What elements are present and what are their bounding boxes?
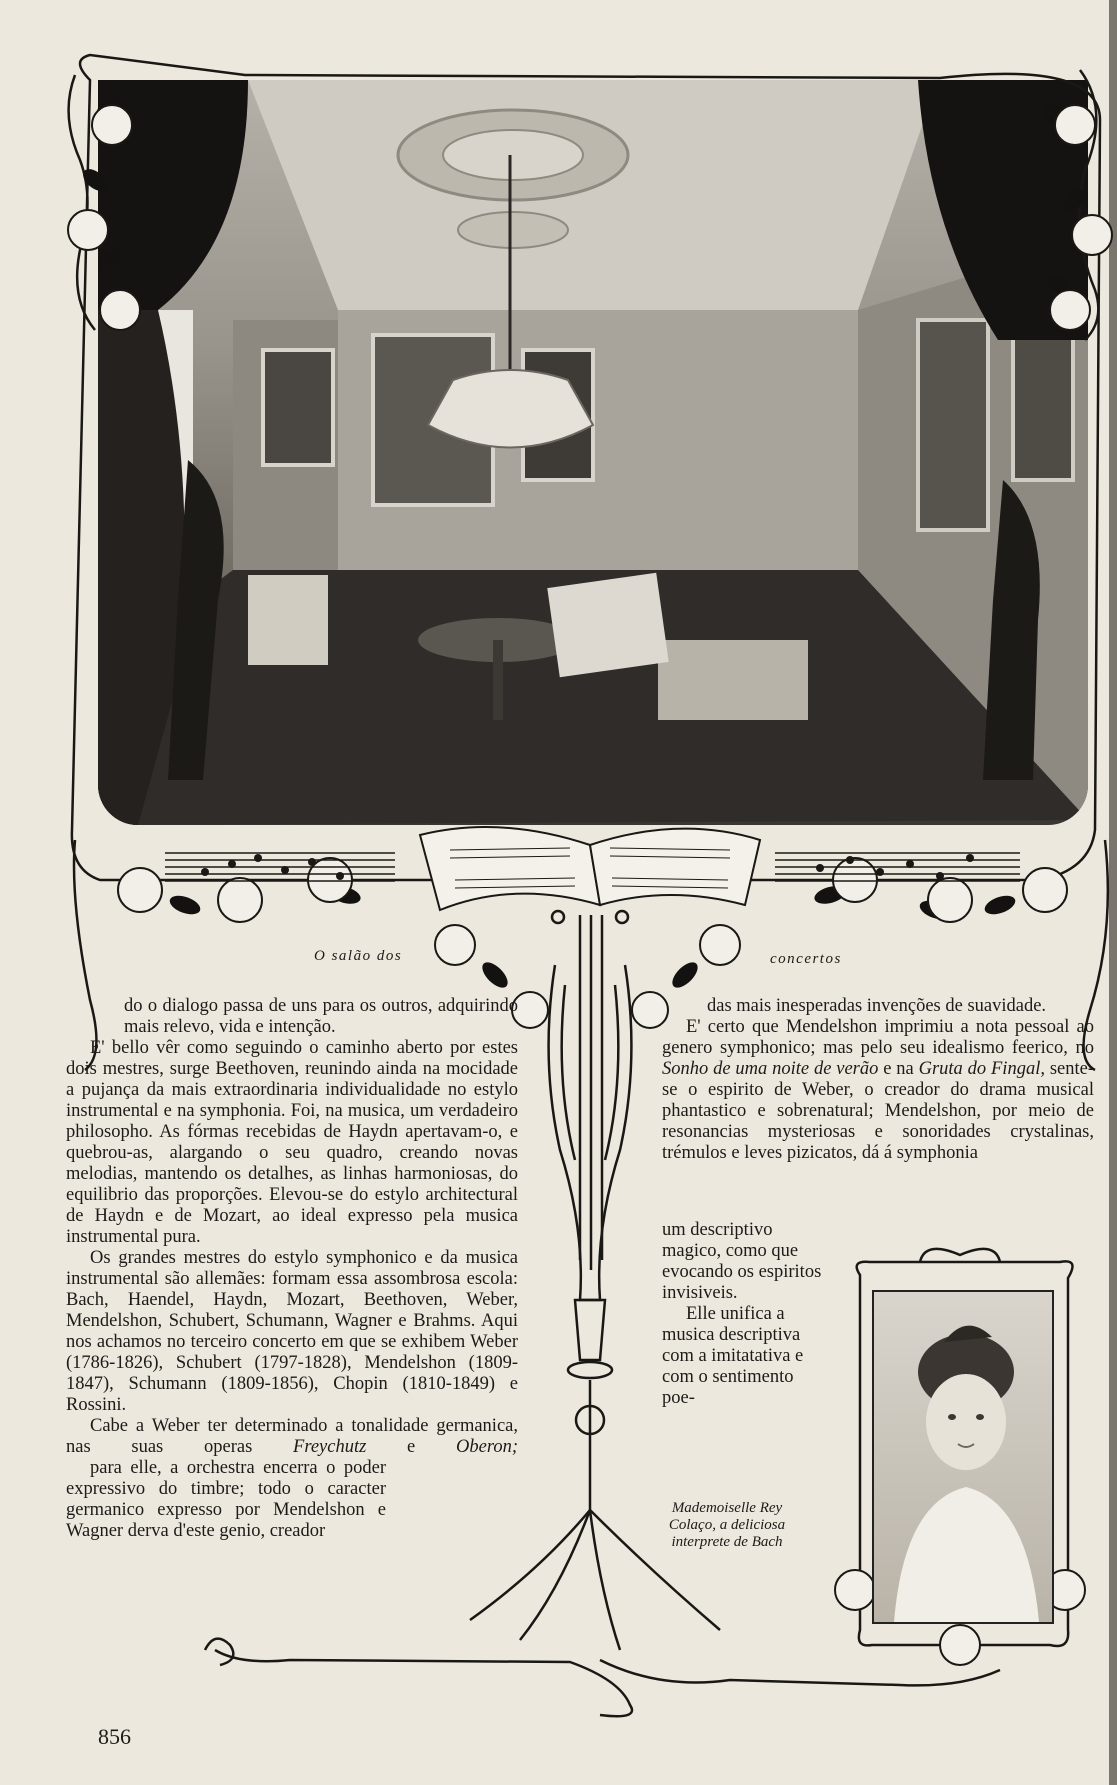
left-column — [56, 996, 518, 1542]
right-paragraph-2 — [662, 1017, 1094, 1164]
left-paragraph-1 — [56, 996, 518, 1038]
opera-freychutz: Freychutz — [293, 1437, 367, 1457]
right-column-narrow — [662, 1220, 822, 1409]
portrait-photo — [872, 1290, 1054, 1624]
portrait-illustration — [874, 1292, 1052, 1622]
right-paragraph-3-text: Elle unifica a musica descriptiva com a imitatativa e com o sentimento poe- — [662, 1304, 804, 1408]
right-paragraph-2-text-a: E' certo que Mendelshon imprimiu a nota pessoal ao genero symphonico; mas pelo seu idealismo feerico, no — [662, 1017, 1094, 1058]
left-paragraph-3 — [56, 1248, 518, 1416]
page-number: 856 — [98, 1724, 131, 1749]
photo-caption-left: O salão dos — [314, 948, 403, 964]
left-paragraph-2 — [56, 1038, 518, 1248]
right-paragraph-1-text: das mais inesperadas invenções de suavidade. — [707, 996, 1047, 1016]
left-paragraph-4-text-a: Cabe a Weber ter determinado a tonalidade germanica, nas suas operas — [66, 1416, 518, 1457]
left-paragraph-2-text: E' bello vêr como seguindo o caminho aberto por estes dois mestres, surge Beethoven, reunindo ainda na mocidade a pujança da mais extraordinaria individualidade no estylo instrumental e na symphonia. Foi, na musica, um verdadeiro philosopho. As fórmas recebidas de Haydn apertavam-o, e quebrou-as, alargando o seu quadro, creando novas melodias, mantendo os detalhes, as linhas harmoniosas, do equilibrio das proporções. Elevou-se do estylo architectural de Haydn e de Mozart, ao ideal expresso pela musica instrumental pura. — [66, 1038, 518, 1247]
right-column — [662, 996, 1094, 1164]
left-paragraph-1-text: do o dialogo passa de uns para os outros, adquirindo mais relevo, vida e intenção. — [124, 996, 518, 1037]
left-paragraph-3-text: Os grandes mestres do estylo symphonico e da musica instrumental são allemães: formam essa assombrosa escola: Bach, Haendel, Haydn, Mozart, Beethoven, Weber, Mendelshon, Schubert, Schumann, Wagner e Brahms. Aqui nos achamos no terceiro concerto em que se exhibem Weber (1786-1826), Schubert (1797-1828), Mendelshon (1809-1847), Schumann (1809-1856), Chopin (1810-1849) e Rossini. — [66, 1248, 518, 1415]
work-sonho-de-uma-noite-de-verao: Sonho de uma noite de verão — [662, 1059, 879, 1079]
right-paragraph-2-narrow — [662, 1220, 822, 1304]
right-paragraph-2-text-c: sente-se o espirito de Weber, o creador do drama musical phantastico e sobrenatural; Mendelshon, por meio de resonancias mysteriosas e sonoridades crystalinas, trémulos e leves pizicatos, dá á symphonia — [662, 1059, 1094, 1163]
left-paragraph-4-text-c: para elle, a orchestra encerra o poder expressivo do timbre; todo o caracter germanico expresso por Mendelshon e Wagner derva d'este genio, creador — [66, 1458, 386, 1541]
right-paragraph-1 — [662, 996, 1094, 1017]
right-paragraph-2-narrow-text: um descriptivo magico, como que evocando os espiritos invisiveis. — [662, 1220, 822, 1303]
right-paragraph-2-text-b: e na — [878, 1059, 919, 1079]
work-gruta-do-fingal: Gruta do Fingal, — [918, 1059, 1045, 1079]
portrait-caption: Mademoiselle Rey Colaço, a deliciosa interprete de Bach — [668, 1500, 786, 1550]
photo-caption-right: concertos — [770, 951, 842, 967]
left-paragraph-4 — [56, 1416, 518, 1542]
opera-oberon: Oberon; — [456, 1437, 518, 1457]
left-paragraph-4-text-b: e — [366, 1437, 456, 1457]
right-paragraph-3 — [662, 1304, 822, 1409]
